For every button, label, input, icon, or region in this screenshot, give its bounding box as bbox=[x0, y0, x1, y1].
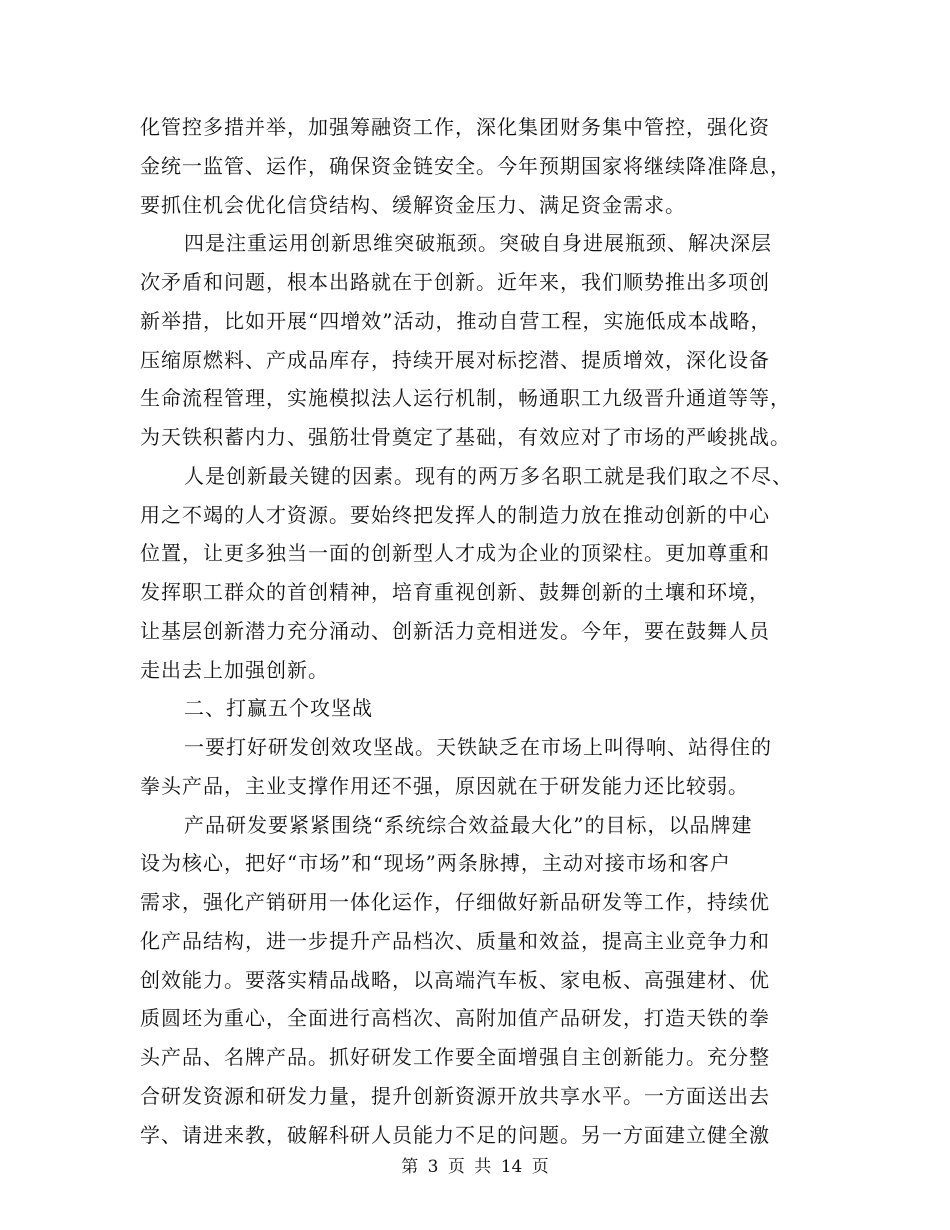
text-line: 发挥职工群众的首创精神，培育重视创新、鼓舞创新的土壤和环境， bbox=[140, 580, 770, 604]
text-line: 让基层创新潜力充分涌动、创新活力竞相迸发。今年，要在鼓舞人员 bbox=[140, 618, 770, 643]
text-line: 四是注重运用创新思维突破瓶颈。突破自身进展瓶颈、解决深层 bbox=[184, 231, 772, 256]
text-line: 生命流程管理，实施模拟法人运行机制，畅通职工九级晋升通道等等， bbox=[140, 386, 791, 411]
page-footer: 第 3 页 共 14 页 bbox=[401, 1157, 549, 1177]
text-line: 压缩原燃料、产成品库存，持续开展对标挖潜、提质增效，深化设备 bbox=[140, 347, 770, 372]
text-line: 学、请进来教，破解科研人员能力不足的问题。另一方面建立健全激 bbox=[140, 1122, 770, 1147]
text-line: 金统一监管、运作，确保资金链安全。今年预期国家将继续降准降息， bbox=[140, 153, 791, 178]
text-line: 一要打好研发创效攻坚战。天铁缺乏在市场上叫得响、站得住的 bbox=[184, 735, 772, 759]
text-line: 次矛盾和问题，根本出路就在于创新。近年来，我们顺势推出多项创 bbox=[140, 270, 770, 294]
text-line: 设为核心，把好“市场”和“现场”两条脉搏，主动对接市场和客户 bbox=[140, 851, 731, 876]
text-line: 产品研发要紧紧围绕“系统综合效益最大化”的目标，以品牌建 bbox=[184, 812, 753, 837]
text-line: 化管控多措并举，加强筹融资工作，深化集团财务集中管控，强化资 bbox=[140, 115, 770, 139]
text-line: 二、打赢五个攻坚战 bbox=[184, 696, 373, 721]
text-line: 头产品、名牌产品。抓好研发工作要全面增强自主创新能力。充分整 bbox=[140, 1045, 770, 1069]
text-line: 新举措，比如开展“四增效”活动，推动自营工程，实施低成本战略， bbox=[140, 308, 772, 333]
text-line: 走出去上加强创新。 bbox=[140, 657, 329, 682]
text-line: 要抓住机会优化信贷结构、缓解资金压力、满足资金需求。 bbox=[140, 192, 686, 217]
text-line: 合研发资源和研发力量，提升创新资源开放共享水平。一方面送出去 bbox=[140, 1083, 770, 1108]
text-line: 质圆坯为重心，全面进行高档次、高附加值产品研发，打造天铁的拳 bbox=[140, 1006, 770, 1031]
document-body bbox=[140, 108, 800, 1154]
text-line: 拳头产品，主业支撑作用还不强，原因就在于研发能力还比较弱。 bbox=[140, 773, 749, 798]
text-line: 人是创新最关键的因素。现有的两万多名职工就是我们取之不尽、 bbox=[184, 463, 793, 488]
text-line: 位置，让更多独当一面的创新型人才成为企业的顶梁柱。更加尊重和 bbox=[140, 541, 770, 566]
text-line: 需求，强化产销研用一体化运作，仔细做好新品研发等工作，持续优 bbox=[140, 890, 770, 914]
text-line: 创效能力。要落实精品战略，以高端汽车板、家电板、高强建材、优 bbox=[140, 967, 770, 992]
text-line: 化产品结构，进一步提升产品档次、质量和效益，提高主业竞争力和 bbox=[140, 928, 770, 953]
text-line: 为天铁积蓄内力、强筋壮骨奠定了基础，有效应对了市场的严峻挑战。 bbox=[140, 425, 791, 449]
text-line: 用之不竭的人才资源。要始终把发挥人的制造力放在推动创新的中心 bbox=[140, 502, 770, 527]
